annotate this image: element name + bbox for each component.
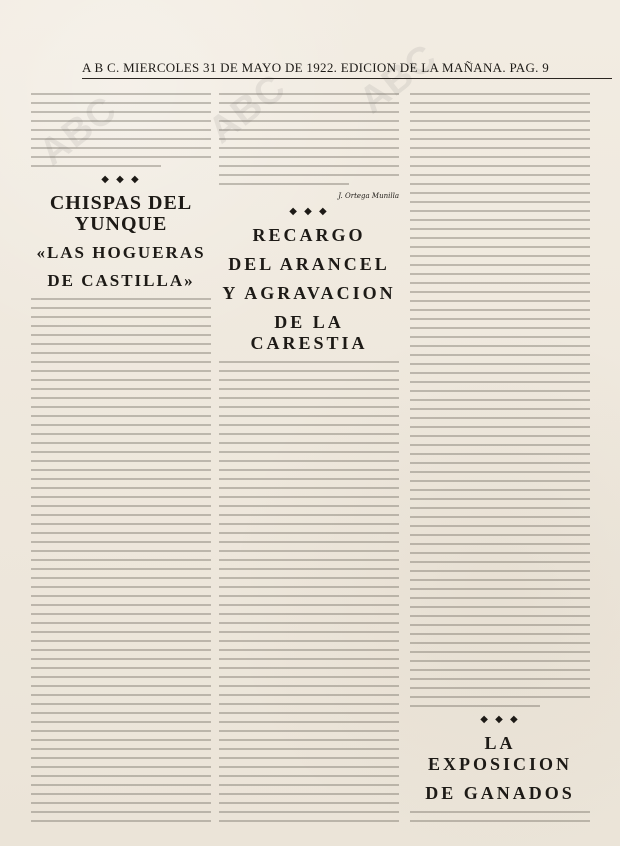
- text-line: [410, 462, 590, 464]
- text-line: [410, 669, 590, 671]
- text-line: [410, 246, 590, 248]
- text-line: [410, 660, 590, 662]
- text-line: [410, 309, 590, 311]
- text-line: [219, 505, 399, 507]
- text-line: [219, 631, 399, 633]
- text-line: [219, 721, 399, 723]
- text-line: [219, 820, 399, 822]
- ornament-divider: ◆ ◆ ◆: [289, 206, 329, 217]
- text-line: [410, 426, 590, 428]
- text-line: [410, 354, 590, 356]
- text-line: [410, 696, 590, 698]
- text-line: [219, 667, 399, 669]
- text-line: [410, 498, 590, 500]
- text-line: [410, 633, 590, 635]
- text-line: [410, 453, 590, 455]
- text-line: [219, 138, 399, 140]
- text-line: [219, 424, 399, 426]
- text-line: [219, 757, 399, 759]
- body-paragraph: [410, 811, 590, 826]
- body-paragraph: [31, 298, 211, 826]
- text-line: [219, 496, 399, 498]
- headline-carestia: DE LA CARESTIA: [250, 312, 368, 353]
- text-line: [31, 766, 211, 768]
- watermark-abc-1: ABC: [31, 88, 125, 174]
- text-line: [410, 435, 590, 437]
- text-line: [410, 201, 590, 203]
- text-line: [410, 516, 590, 518]
- text-line: [410, 480, 590, 482]
- text-line: [31, 505, 211, 507]
- text-line: [31, 811, 211, 813]
- text-line: [410, 570, 590, 572]
- text-line: [410, 237, 590, 239]
- text-line: [219, 685, 399, 687]
- text-line: [219, 165, 399, 167]
- text-line: [410, 489, 590, 491]
- text-line: [219, 406, 399, 408]
- ornament-divider: ◆ ◆ ◆: [101, 174, 141, 185]
- text-line: [219, 694, 399, 696]
- text-line: [219, 568, 399, 570]
- text-line: [31, 352, 211, 354]
- text-line: [219, 415, 399, 417]
- text-line: [410, 264, 590, 266]
- text-line: [31, 559, 211, 561]
- text-line: [219, 442, 399, 444]
- header-rule: [82, 78, 612, 79]
- body-paragraph: [31, 93, 211, 167]
- text-line: [31, 694, 211, 696]
- text-line: [31, 586, 211, 588]
- text-line: [31, 487, 211, 489]
- page-header: A B C. MIERCOLES 31 DE MAYO DE 1922. EDICION DE LA MAÑANA. PAG. 9: [82, 60, 550, 75]
- text-line: [410, 138, 590, 140]
- text-line: [410, 390, 590, 392]
- text-line: [219, 775, 399, 777]
- text-line: [31, 433, 211, 435]
- text-line: [31, 568, 211, 570]
- text-line: [410, 606, 590, 608]
- watermark-abc-3: ABC: [351, 36, 445, 122]
- text-line: [219, 129, 399, 131]
- text-line: [219, 811, 399, 813]
- text-line: [31, 496, 211, 498]
- text-line: [219, 622, 399, 624]
- text-line: [31, 424, 211, 426]
- text-line: [31, 93, 211, 95]
- text-line: [410, 300, 590, 302]
- text-line: [219, 379, 399, 381]
- headline-agravacion: Y AGRAVACION: [222, 283, 396, 303]
- text-line: [31, 442, 211, 444]
- text-line: [410, 165, 590, 167]
- text-line: [219, 361, 399, 363]
- ornament-divider: ◆ ◆ ◆: [480, 714, 520, 725]
- text-line: [31, 379, 211, 381]
- text-line: [219, 793, 399, 795]
- text-line: [410, 102, 590, 104]
- text-line: [219, 433, 399, 435]
- text-line: [31, 640, 211, 642]
- author-signature: J. Ortega Munilla: [338, 192, 399, 200]
- text-line: [219, 766, 399, 768]
- text-line: [31, 370, 211, 372]
- text-line: [410, 678, 590, 680]
- text-line: [410, 156, 590, 158]
- text-line: [410, 120, 590, 122]
- text-line: [410, 561, 590, 563]
- headline-hogueras-2: DE CASTILLA»: [47, 271, 195, 290]
- text-line: [219, 397, 399, 399]
- text-line: [410, 111, 590, 113]
- text-line: [219, 649, 399, 651]
- text-line: [219, 748, 399, 750]
- text-line: [410, 147, 590, 149]
- text-line: [31, 613, 211, 615]
- text-line: [31, 469, 211, 471]
- text-line: [410, 687, 590, 689]
- text-line: [31, 460, 211, 462]
- text-line: [410, 291, 590, 293]
- text-line: [31, 802, 211, 804]
- text-line: [219, 469, 399, 471]
- text-line: [410, 219, 590, 221]
- text-line: [219, 183, 349, 185]
- text-line: [31, 739, 211, 741]
- text-line: [410, 552, 590, 554]
- text-line: [219, 586, 399, 588]
- headline-exposicion: LA EXPOSICION: [427, 733, 573, 774]
- text-line: [219, 640, 399, 642]
- text-line: [31, 667, 211, 669]
- text-line: [410, 642, 590, 644]
- text-line: [31, 775, 211, 777]
- text-line: [31, 730, 211, 732]
- text-line: [31, 102, 211, 104]
- text-line: [219, 784, 399, 786]
- text-line: [410, 255, 590, 257]
- text-line: [31, 622, 211, 624]
- text-line: [410, 507, 590, 509]
- text-line: [31, 703, 211, 705]
- text-line: [410, 811, 590, 813]
- text-line: [410, 336, 590, 338]
- text-line: [31, 514, 211, 516]
- text-line: [410, 408, 590, 410]
- text-line: [31, 577, 211, 579]
- text-line: [410, 210, 590, 212]
- text-line: [31, 685, 211, 687]
- column-center: [219, 86, 399, 826]
- text-line: [31, 532, 211, 534]
- text-line: [410, 273, 590, 275]
- text-line: [219, 523, 399, 525]
- text-line: [31, 604, 211, 606]
- text-line: [410, 93, 590, 95]
- text-line: [219, 460, 399, 462]
- text-line: [219, 802, 399, 804]
- text-line: [410, 345, 590, 347]
- headline-chispas: CHISPAS DEL YUNQUE: [49, 192, 193, 235]
- text-line: [219, 595, 399, 597]
- text-line: [219, 739, 399, 741]
- text-line: [410, 624, 590, 626]
- text-line: [219, 613, 399, 615]
- text-line: [219, 156, 399, 158]
- text-line: [410, 192, 590, 194]
- text-line: [219, 370, 399, 372]
- text-line: [31, 712, 211, 714]
- text-line: [31, 451, 211, 453]
- text-line: [31, 120, 211, 122]
- text-line: [219, 147, 399, 149]
- text-line: [31, 658, 211, 660]
- text-line: [31, 129, 211, 131]
- text-line: [410, 174, 590, 176]
- text-line: [31, 649, 211, 651]
- text-line: [219, 487, 399, 489]
- text-line: [410, 129, 590, 131]
- text-line: [31, 361, 211, 363]
- headline-arancel: DEL ARANCEL: [228, 254, 390, 274]
- text-line: [410, 318, 590, 320]
- text-line: [31, 721, 211, 723]
- text-line: [219, 712, 399, 714]
- headline-recargo: RECARGO: [252, 225, 366, 245]
- text-line: [410, 525, 590, 527]
- text-line: [219, 658, 399, 660]
- text-line: [410, 588, 590, 590]
- text-line: [410, 381, 590, 383]
- text-line: [31, 523, 211, 525]
- text-line: [31, 316, 211, 318]
- text-line: [410, 705, 540, 707]
- text-line: [31, 325, 211, 327]
- text-line: [31, 334, 211, 336]
- text-line: [410, 651, 590, 653]
- text-line: [219, 676, 399, 678]
- text-line: [410, 444, 590, 446]
- text-line: [410, 327, 590, 329]
- text-line: [219, 478, 399, 480]
- text-line: [219, 102, 399, 104]
- text-line: [219, 577, 399, 579]
- body-paragraph: [219, 361, 399, 826]
- headline-ganados: DE GANADOS: [425, 783, 575, 803]
- text-line: [219, 604, 399, 606]
- text-line: [410, 471, 590, 473]
- text-line: [219, 174, 399, 176]
- text-line: [31, 550, 211, 552]
- text-line: [31, 406, 211, 408]
- text-line: [31, 147, 211, 149]
- text-line: [410, 597, 590, 599]
- text-line: [410, 228, 590, 230]
- text-line: [31, 820, 211, 822]
- text-line: [31, 676, 211, 678]
- text-line: [219, 93, 399, 95]
- text-line: [31, 388, 211, 390]
- text-line: [31, 595, 211, 597]
- text-line: [219, 451, 399, 453]
- text-line: [410, 579, 590, 581]
- text-line: [410, 399, 590, 401]
- text-line: [31, 397, 211, 399]
- text-line: [31, 298, 211, 300]
- column-left: [31, 86, 211, 826]
- text-line: [410, 183, 590, 185]
- text-line: [219, 514, 399, 516]
- text-line: [410, 363, 590, 365]
- text-line: [219, 550, 399, 552]
- text-line: [410, 820, 590, 822]
- text-line: [410, 534, 590, 536]
- text-line: [219, 541, 399, 543]
- text-line: [219, 703, 399, 705]
- text-line: [31, 307, 211, 309]
- text-line: [219, 388, 399, 390]
- column-right: [410, 86, 590, 826]
- text-line: [219, 730, 399, 732]
- text-line: [31, 111, 211, 113]
- text-line: [410, 543, 590, 545]
- text-line: [31, 748, 211, 750]
- text-line: [31, 165, 161, 167]
- text-line: [31, 784, 211, 786]
- headline-hogueras-1: «LAS HOGUERAS: [36, 243, 206, 262]
- text-line: [410, 615, 590, 617]
- text-line: [219, 532, 399, 534]
- text-line: [31, 138, 211, 140]
- text-line: [410, 372, 590, 374]
- text-line: [31, 478, 211, 480]
- text-line: [410, 417, 590, 419]
- text-line: [31, 343, 211, 345]
- text-line: [219, 559, 399, 561]
- text-line: [31, 156, 211, 158]
- watermark-abc-2: ABC: [200, 66, 294, 152]
- text-line: [219, 111, 399, 113]
- text-line: [219, 120, 399, 122]
- text-line: [410, 282, 590, 284]
- text-line: [31, 631, 211, 633]
- body-paragraph: [410, 93, 590, 707]
- text-line: [31, 541, 211, 543]
- text-line: [31, 757, 211, 759]
- body-paragraph: [219, 93, 399, 185]
- text-line: [31, 415, 211, 417]
- text-line: [31, 793, 211, 795]
